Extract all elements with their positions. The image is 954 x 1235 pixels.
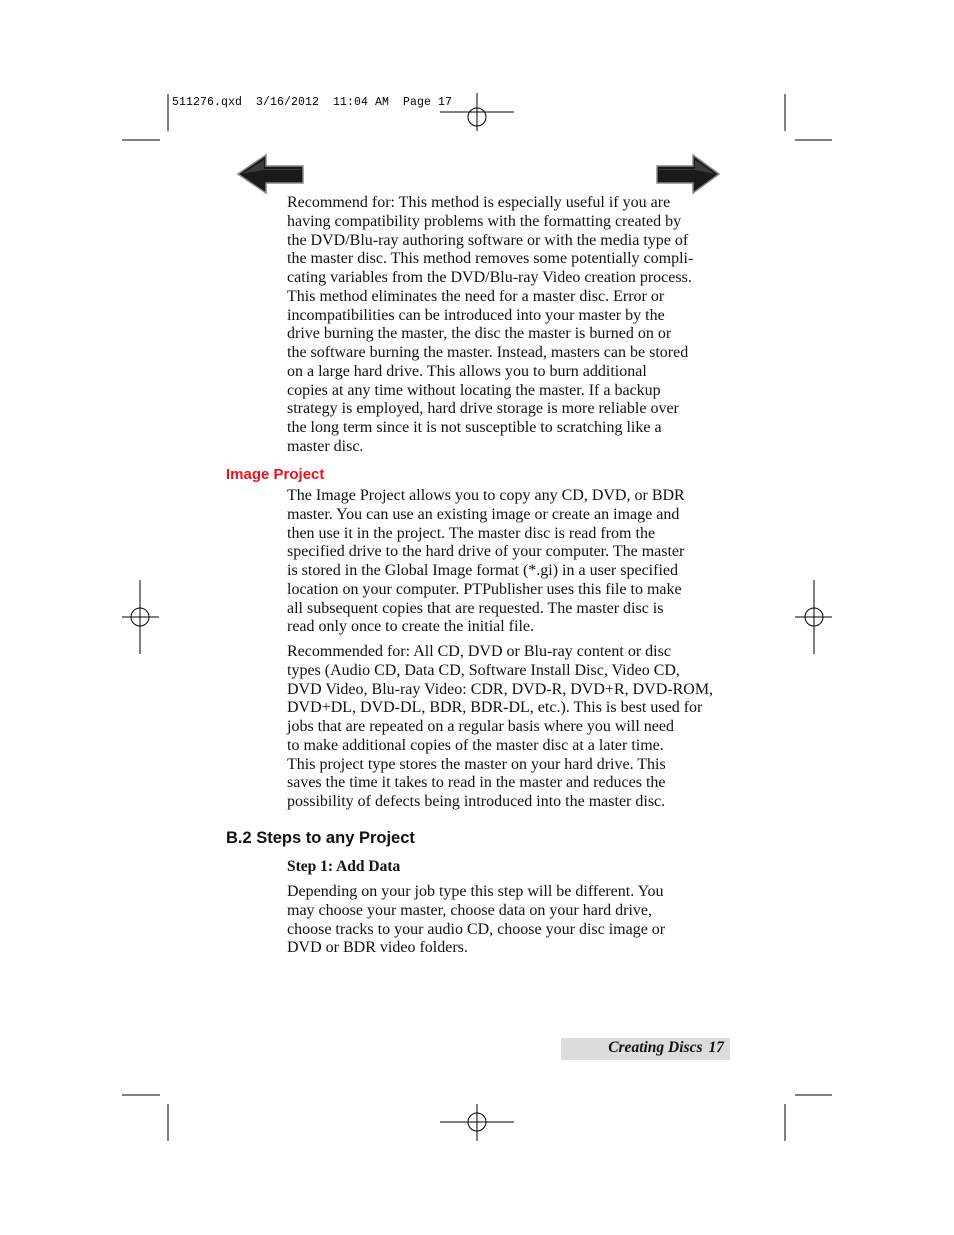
image-project-intro-paragraph: The Image Project allows you to copy any CD, DVD, or BDR master. You can use an existing image or create an image and then use it in the project. The master disc is read from the specified drive to the hard drive of your computer. The master is stored in the Global Image format (*.gi) in a user specified location on your computer. PTPublisher uses this file to make all subsequent copies that are requested. The master disc is read only once to create the initial file. bbox=[287, 487, 685, 636]
previous-page-arrow-icon[interactable] bbox=[236, 153, 306, 195]
footer-page-number: 17 bbox=[708, 1039, 724, 1056]
registration-mark-left bbox=[122, 580, 159, 654]
registration-mark-right bbox=[795, 580, 832, 654]
step1-title: Step 1: Add Data bbox=[287, 858, 401, 875]
footer-chapter-title: Creating Discs bbox=[608, 1039, 703, 1056]
image-project-heading: Image Project bbox=[226, 466, 325, 483]
recommend-paragraph: Recommend for: This method is especially useful if you are having compatibility problems with the formatting created by the DVD/Blu-ray authoring software or with the media type of the master disc. This method removes some potentially compli- cating variables from the DVD/Blu-ray Video creation process. This method eliminates the need for a master disc. Error or incompatibilities can be introduced into your master by the drive burning the master, the disc the master is burned on or the software burning the master. Instead, masters can be stored on a large hard drive. This allows you to burn additional copies at any time without locating the master. If a backup strategy is employed, hard drive storage is more reliable over the long term since it is not susceptible to scratching like a master disc. bbox=[287, 194, 694, 455]
image-project-recommended-paragraph: Recommended for: All CD, DVD or Blu-ray content or disc types (Audio CD, Data CD, Software Install Disc, Video CD, DVD Video, Blu-ray Video: CDR, DVD-R, DVD+R, DVD-ROM, DVD+DL, DVD-DL, BDR, BDR-DL, etc.). This is best used for jobs that are repeated on a regular basis where you will need to make additional copies of the master disc at a later time. This project type stores the master on your hard drive. This saves the time it takes to read in the master and reduces the possibility of defects being introduced into the master disc. bbox=[287, 643, 714, 810]
step1-paragraph: Depending on your job type this step will be different. You may choose your master, choose data on your hard drive, choose tracks to your audio CD, choose your disc image or DVD or BDR video folders. bbox=[287, 883, 666, 957]
registration-mark-bottom bbox=[440, 1104, 514, 1141]
print-slug: 511276.qxd 3/16/2012 11:04 AM Page 17 bbox=[172, 96, 453, 109]
page-footer bbox=[561, 1038, 730, 1060]
steps-section-heading: B.2 Steps to any Project bbox=[226, 829, 415, 847]
next-page-arrow-icon[interactable] bbox=[655, 153, 721, 195]
